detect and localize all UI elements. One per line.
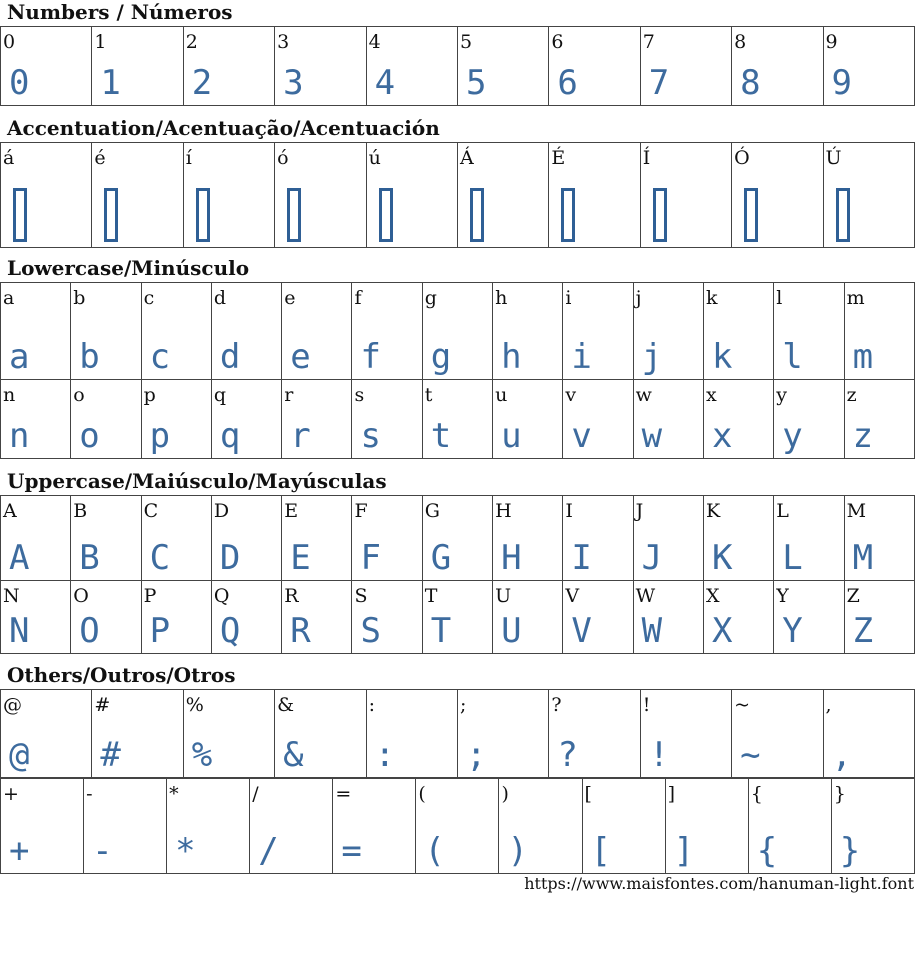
glyph-label: ó xyxy=(277,147,289,169)
glyph-sample: } xyxy=(839,831,861,871)
glyph-label: 9 xyxy=(825,31,838,53)
glyph-sample: r xyxy=(290,416,311,456)
glyph-sample: w xyxy=(641,416,663,456)
glyph-cell xyxy=(1,27,92,106)
glyph-cell xyxy=(92,690,183,778)
glyph-sample: V xyxy=(571,611,592,651)
glyph-sample: e xyxy=(290,337,311,377)
glyph-label: Í xyxy=(642,147,651,169)
glyph-label: O xyxy=(73,585,89,607)
glyph-cell xyxy=(457,143,548,248)
numbers-table xyxy=(0,26,915,106)
glyph-label: y xyxy=(776,384,787,406)
missing-glyph-box xyxy=(653,188,667,242)
glyph-sample: % xyxy=(191,735,213,775)
glyph-cell xyxy=(640,27,731,106)
glyph-sample: v xyxy=(571,416,592,456)
glyph-sample: F xyxy=(360,538,381,578)
glyph-label: x xyxy=(705,384,717,406)
section-title-accents: Accentuation/Acentuação/Acentuación xyxy=(7,116,440,140)
glyph-cell xyxy=(141,496,211,581)
glyph-label: q xyxy=(213,384,227,406)
glyph-cell xyxy=(774,496,844,581)
glyph-label: N xyxy=(3,585,20,607)
glyph-cell xyxy=(71,581,141,654)
missing-glyph-box xyxy=(379,188,393,242)
glyph-cell xyxy=(422,380,492,459)
glyph-label: ) xyxy=(501,783,509,805)
glyph-cell xyxy=(831,779,914,874)
glyph-cell xyxy=(92,27,183,106)
glyph-cell xyxy=(844,581,914,654)
glyph-cell xyxy=(665,779,748,874)
glyph-cell xyxy=(92,143,183,248)
glyph-cell xyxy=(422,283,492,380)
glyph-cell xyxy=(1,496,71,581)
glyph-sample: x xyxy=(711,416,733,456)
glyph-sample: t xyxy=(430,416,452,456)
glyph-label: i xyxy=(565,287,572,309)
glyph-cell xyxy=(352,496,422,581)
glyph-cell xyxy=(640,690,731,778)
glyph-label: Á xyxy=(459,147,474,169)
glyph-cell xyxy=(275,690,366,778)
glyph-label: J xyxy=(635,500,644,522)
glyph-cell xyxy=(844,380,914,459)
glyph-sample: E xyxy=(290,538,311,578)
glyph-sample: 5 xyxy=(465,63,487,103)
glyph-sample: n xyxy=(9,416,30,456)
glyph-cell xyxy=(211,496,281,581)
glyph-sample: ) xyxy=(507,831,528,871)
glyph-cell xyxy=(211,283,281,380)
glyph-label: n xyxy=(3,384,16,406)
glyph-label: ; xyxy=(459,694,467,716)
glyph-cell xyxy=(732,143,823,248)
glyph-label: ! xyxy=(642,694,651,716)
glyph-cell xyxy=(282,380,352,459)
glyph-cell xyxy=(183,143,274,248)
glyph-label: L xyxy=(776,500,789,522)
glyph-sample: o xyxy=(79,416,100,456)
glyph-cell xyxy=(563,496,633,581)
glyph-cell xyxy=(141,581,211,654)
glyph-label: @ xyxy=(3,694,22,716)
glyph-sample: 0 xyxy=(9,63,30,103)
glyph-cell xyxy=(352,283,422,380)
glyph-cell xyxy=(366,27,457,106)
glyph-label: C xyxy=(143,500,159,522)
glyph-label: S xyxy=(354,585,368,607)
glyph-cell xyxy=(141,283,211,380)
glyph-cell xyxy=(366,690,457,778)
lowercase-table xyxy=(0,282,915,459)
glyph-label: ú xyxy=(368,147,381,169)
glyph-cell xyxy=(549,143,640,248)
glyph-label: f xyxy=(354,287,362,309)
glyph-label: o xyxy=(73,384,85,406)
glyph-label: * xyxy=(169,783,179,805)
glyph-cell xyxy=(732,690,823,778)
glyph-sample: s xyxy=(360,416,381,456)
glyph-sample: ? xyxy=(557,735,578,775)
glyph-cell xyxy=(183,690,274,778)
glyph-sample: - xyxy=(92,831,113,871)
glyph-label: p xyxy=(143,384,156,406)
glyph-cell xyxy=(549,690,640,778)
glyph-cell xyxy=(823,690,914,778)
glyph-label: Y xyxy=(776,585,789,607)
glyph-label: { xyxy=(750,783,763,805)
glyph-sample: O xyxy=(79,611,100,651)
glyph-sample: : xyxy=(374,735,396,775)
glyph-label: W xyxy=(635,585,656,607)
glyph-label: 8 xyxy=(734,31,747,53)
glyph-sample: u xyxy=(501,416,522,456)
glyph-label: 7 xyxy=(642,31,655,53)
glyph-label: g xyxy=(424,287,437,309)
glyph-cell xyxy=(1,380,71,459)
missing-glyph-box xyxy=(196,188,210,242)
glyph-sample: S xyxy=(360,611,381,651)
glyph-sample: 4 xyxy=(374,63,396,103)
glyph-label: K xyxy=(705,500,721,522)
glyph-cell xyxy=(640,143,731,248)
glyph-sample: 2 xyxy=(191,63,213,103)
glyph-label: : xyxy=(368,694,375,716)
glyph-label: s xyxy=(354,384,365,406)
glyph-sample: Q xyxy=(219,611,241,651)
glyph-cell xyxy=(823,27,914,106)
glyph-label: X xyxy=(705,585,720,607)
missing-glyph-box xyxy=(836,188,850,242)
glyph-label: H xyxy=(495,500,512,522)
glyph-label: É xyxy=(551,147,566,169)
glyph-cell xyxy=(823,143,914,248)
glyph-label: / xyxy=(252,783,259,805)
glyph-label: Q xyxy=(213,585,230,607)
glyph-label: j xyxy=(635,287,642,309)
glyph-cell xyxy=(703,581,773,654)
glyph-cell xyxy=(563,283,633,380)
glyph-cell xyxy=(1,690,92,778)
glyph-sample: f xyxy=(360,337,381,377)
glyph-cell xyxy=(167,779,250,874)
glyph-sample: ] xyxy=(673,831,695,871)
glyph-label: T xyxy=(424,585,438,607)
glyph-label: = xyxy=(335,783,352,805)
accents-table xyxy=(0,142,915,248)
glyph-sample: , xyxy=(831,735,852,775)
glyph-sample: ! xyxy=(648,735,670,775)
glyph-label: ] xyxy=(667,783,676,805)
glyph-sample: a xyxy=(9,337,30,377)
glyph-cell xyxy=(282,283,352,380)
glyph-sample: H xyxy=(501,538,522,578)
glyph-label: + xyxy=(3,783,19,805)
glyph-cell xyxy=(493,380,563,459)
glyph-sample: l xyxy=(782,337,803,377)
glyph-label: d xyxy=(213,287,227,309)
glyph-label: Ó xyxy=(734,147,750,169)
glyph-sample: c xyxy=(149,337,171,377)
glyph-sample: p xyxy=(149,416,171,456)
glyph-sample: b xyxy=(79,337,100,377)
glyph-sample: / xyxy=(258,831,279,871)
glyph-sample: i xyxy=(571,337,592,377)
glyph-label: 5 xyxy=(459,31,473,53)
glyph-cell xyxy=(457,27,548,106)
glyph-sample: K xyxy=(711,538,733,578)
glyph-sample: * xyxy=(175,831,196,871)
glyph-label: P xyxy=(143,585,157,607)
glyph-label: 6 xyxy=(551,31,564,53)
glyph-label: U xyxy=(495,585,512,607)
glyph-cell xyxy=(416,779,499,874)
glyph-sample: 7 xyxy=(648,63,670,103)
glyph-cell xyxy=(352,581,422,654)
glyph-sample: 1 xyxy=(100,63,121,103)
glyph-cell xyxy=(499,779,582,874)
glyph-label: Ú xyxy=(825,147,842,169)
glyph-label: a xyxy=(3,287,15,309)
glyph-sample: R xyxy=(290,611,311,651)
glyph-sample: q xyxy=(219,416,241,456)
glyph-sample: G xyxy=(430,538,452,578)
glyph-label: c xyxy=(143,287,155,309)
glyph-label: 1 xyxy=(94,31,107,53)
missing-glyph-box xyxy=(561,188,575,242)
glyph-label: A xyxy=(3,500,17,522)
glyph-sample: N xyxy=(9,611,30,651)
glyph-sample: 6 xyxy=(557,63,578,103)
glyph-cell xyxy=(366,143,457,248)
glyph-label: # xyxy=(94,694,111,716)
glyph-cell xyxy=(732,27,823,106)
glyph-cell xyxy=(1,581,71,654)
glyph-sample: = xyxy=(341,831,362,871)
glyph-sample: M xyxy=(852,538,874,578)
glyph-label: ? xyxy=(551,694,562,716)
source-url[interactable]: https://www.maisfontes.com/hanuman-light.font xyxy=(524,874,914,893)
glyph-cell xyxy=(84,779,167,874)
glyph-sample: X xyxy=(711,611,733,651)
glyph-cell xyxy=(183,27,274,106)
glyph-cell xyxy=(493,283,563,380)
glyph-cell xyxy=(211,380,281,459)
glyph-label: } xyxy=(833,783,846,805)
glyph-label: l xyxy=(776,287,783,309)
missing-glyph-box xyxy=(104,188,118,242)
glyph-label: b xyxy=(73,287,86,309)
glyph-sample: 8 xyxy=(740,63,761,103)
others-table-1 xyxy=(0,689,915,778)
glyph-cell xyxy=(71,380,141,459)
glyph-cell xyxy=(1,779,84,874)
glyph-label: V xyxy=(565,585,580,607)
glyph-sample: A xyxy=(9,538,30,578)
glyph-label: D xyxy=(213,500,230,522)
glyph-label: - xyxy=(86,783,93,805)
glyph-label: E xyxy=(284,500,299,522)
glyph-sample: # xyxy=(100,735,121,775)
section-title-numbers: Numbers / Números xyxy=(7,0,233,24)
glyph-sample: g xyxy=(430,337,452,377)
glyph-cell xyxy=(633,380,703,459)
glyph-sample: m xyxy=(852,337,874,377)
glyph-label: v xyxy=(565,384,577,406)
glyph-cell xyxy=(493,581,563,654)
glyph-label: u xyxy=(495,384,508,406)
uppercase-table xyxy=(0,495,915,654)
glyph-label: [ xyxy=(584,783,592,805)
glyph-sample: j xyxy=(641,337,663,377)
glyph-cell xyxy=(774,380,844,459)
glyph-cell xyxy=(457,690,548,778)
glyph-cell xyxy=(275,27,366,106)
glyph-label: 3 xyxy=(277,31,290,53)
glyph-sample: D xyxy=(219,538,241,578)
glyph-cell xyxy=(633,496,703,581)
glyph-cell xyxy=(563,581,633,654)
glyph-label: ( xyxy=(418,783,426,805)
glyph-label: Z xyxy=(846,585,860,607)
glyph-sample: ; xyxy=(465,735,487,775)
glyph-cell xyxy=(844,283,914,380)
glyph-sample: ( xyxy=(424,831,445,871)
glyph-sample: Y xyxy=(782,611,803,651)
glyph-label: e xyxy=(284,287,296,309)
glyph-sample: J xyxy=(641,538,663,578)
glyph-sample: C xyxy=(149,538,171,578)
missing-glyph-box xyxy=(744,188,758,242)
glyph-label: k xyxy=(705,287,718,309)
section-title-lowercase: Lowercase/Minúsculo xyxy=(7,256,250,280)
glyph-label: M xyxy=(846,500,867,522)
glyph-sample: U xyxy=(501,611,522,651)
glyph-cell xyxy=(71,496,141,581)
glyph-label: F xyxy=(354,500,368,522)
glyph-sample: W xyxy=(641,611,663,651)
glyph-cell xyxy=(250,779,333,874)
glyph-cell xyxy=(703,380,773,459)
glyph-cell xyxy=(422,496,492,581)
glyph-label: r xyxy=(284,384,294,406)
glyph-cell xyxy=(582,779,665,874)
glyph-cell xyxy=(563,380,633,459)
glyph-label: h xyxy=(495,287,508,309)
glyph-sample: @ xyxy=(9,735,30,775)
glyph-cell xyxy=(275,143,366,248)
glyph-sample: k xyxy=(711,337,733,377)
others-table-2 xyxy=(0,778,915,874)
glyph-label: B xyxy=(73,500,88,522)
missing-glyph-box xyxy=(287,188,301,242)
glyph-cell xyxy=(211,581,281,654)
glyph-sample: B xyxy=(79,538,100,578)
glyph-cell xyxy=(1,283,71,380)
glyph-sample: h xyxy=(501,337,522,377)
glyph-cell xyxy=(748,779,831,874)
glyph-cell xyxy=(333,779,416,874)
glyph-label: t xyxy=(424,384,433,406)
glyph-cell xyxy=(493,496,563,581)
glyph-cell xyxy=(282,496,352,581)
glyph-sample: P xyxy=(149,611,171,651)
glyph-label: í xyxy=(185,147,192,169)
section-title-others: Others/Outros/Otros xyxy=(7,663,236,687)
glyph-sample: ~ xyxy=(740,735,761,775)
glyph-sample: + xyxy=(9,831,30,871)
glyph-label: R xyxy=(284,585,299,607)
glyph-sample: Z xyxy=(852,611,874,651)
glyph-sample: I xyxy=(571,538,592,578)
glyph-cell xyxy=(703,283,773,380)
glyph-label: m xyxy=(846,287,865,309)
glyph-sample: & xyxy=(283,735,304,775)
glyph-label: G xyxy=(424,500,440,522)
glyph-cell xyxy=(1,143,92,248)
glyph-cell xyxy=(141,380,211,459)
glyph-cell xyxy=(703,496,773,581)
glyph-label: 0 xyxy=(3,31,16,53)
glyph-label: , xyxy=(825,694,832,716)
glyph-cell xyxy=(633,581,703,654)
glyph-label: á xyxy=(3,147,15,169)
glyph-cell xyxy=(352,380,422,459)
glyph-cell xyxy=(549,27,640,106)
glyph-label: w xyxy=(635,384,652,406)
glyph-label: é xyxy=(94,147,106,169)
glyph-label: z xyxy=(846,384,857,406)
glyph-sample: { xyxy=(756,831,778,871)
glyph-cell xyxy=(844,496,914,581)
glyph-sample: 9 xyxy=(831,63,852,103)
section-title-uppercase: Uppercase/Maiúsculo/Mayúsculas xyxy=(7,469,387,493)
glyph-label: ~ xyxy=(734,694,751,716)
glyph-label: 2 xyxy=(185,31,198,53)
glyph-cell xyxy=(422,581,492,654)
glyph-cell xyxy=(633,283,703,380)
glyph-cell xyxy=(774,581,844,654)
glyph-label: % xyxy=(185,694,204,716)
glyph-sample: y xyxy=(782,416,803,456)
glyph-cell xyxy=(282,581,352,654)
glyph-label: & xyxy=(277,694,295,716)
missing-glyph-box xyxy=(470,188,484,242)
glyph-sample: d xyxy=(219,337,241,377)
glyph-sample: T xyxy=(430,611,452,651)
glyph-label: I xyxy=(565,500,573,522)
glyph-sample: 3 xyxy=(283,63,304,103)
glyph-label: 4 xyxy=(368,31,381,53)
glyph-sample: [ xyxy=(590,831,612,871)
glyph-cell xyxy=(71,283,141,380)
missing-glyph-box xyxy=(13,188,27,242)
glyph-sample: L xyxy=(782,538,803,578)
glyph-cell xyxy=(774,283,844,380)
glyph-sample: z xyxy=(852,416,874,456)
